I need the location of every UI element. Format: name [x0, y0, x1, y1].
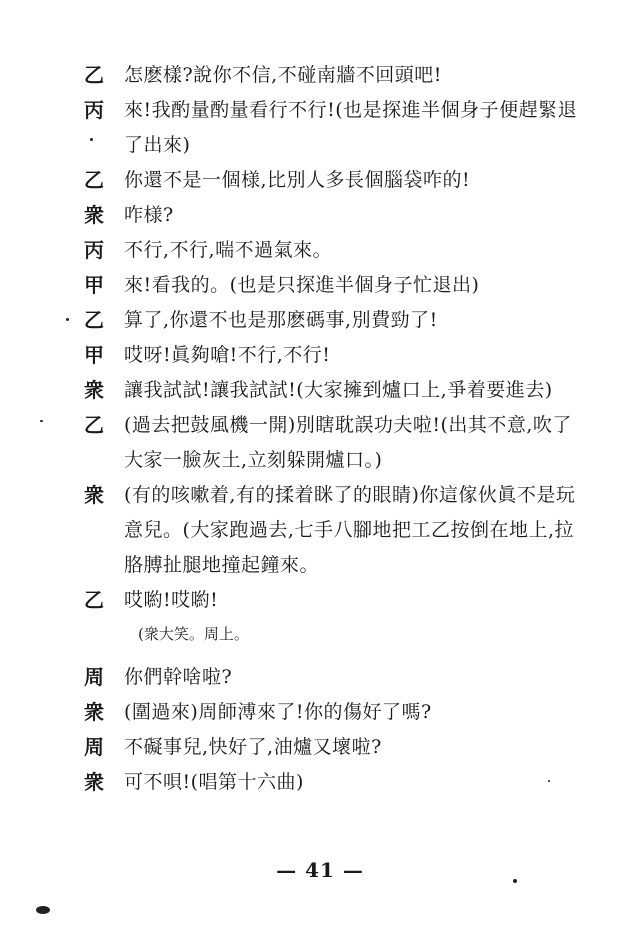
speaker-name: 周: [84, 735, 104, 759]
dialogue-line: [84, 233, 584, 268]
dialogue-line: [84, 765, 584, 800]
ink-speck: [513, 879, 517, 883]
dialogue-line: [84, 163, 584, 198]
ink-speck: [36, 906, 50, 914]
dialogue-line: [84, 695, 584, 730]
dialogue-line: [84, 408, 584, 478]
ink-speck: [548, 780, 550, 782]
dialogue-line: [84, 198, 584, 233]
speaker-name: 乙: [84, 413, 104, 437]
speaker-name: 丙: [84, 98, 104, 122]
dialogue-line: [84, 338, 584, 373]
speech-text: 咋様?: [124, 204, 174, 226]
speech-text: 不行,不行,喘不過氣來。: [124, 239, 333, 261]
speech-text: 不礙事兒,快好了,油爐又壞啦?: [124, 736, 382, 758]
speech-text: 讓我試試!讓我試試!(大家擁到爐口上,爭着要進去): [124, 379, 553, 401]
speaker-name: 衆: [84, 770, 104, 794]
dialogue-line: [84, 730, 584, 765]
speaker-name: 乙: [84, 308, 104, 332]
dialogue-line: [84, 268, 584, 303]
dialogue-line: [84, 660, 584, 695]
ink-speck: [90, 138, 93, 141]
speech-text: (圍過來)周師溥來了!你的傷好了嗎?: [124, 701, 432, 723]
speech-text: 你們幹啥啦?: [124, 666, 233, 688]
speaker-name: 乙: [84, 63, 104, 87]
dialogue-line: [84, 58, 584, 93]
speaker-name: 衆: [84, 378, 104, 402]
speech-text: 哎喲!哎喲!: [124, 589, 219, 611]
dialogue-line: [84, 303, 584, 338]
dialogue-line: [84, 583, 584, 618]
speaker-name: 乙: [84, 588, 104, 612]
speech-text: 可不唄!(唱第十六曲): [124, 771, 304, 793]
speaker-name: 乙: [84, 168, 104, 192]
speaker-name: 衆: [84, 700, 104, 724]
dialogue-line: [84, 93, 584, 163]
dialogue-line: [84, 478, 584, 583]
speaker-name: 甲: [84, 273, 104, 297]
dialogue-line: [84, 373, 584, 408]
stage-direction: (衆大笑。周上。: [138, 625, 249, 643]
speaker-name: 周: [84, 665, 104, 689]
speaker-name: 衆: [84, 203, 104, 227]
page-number: — 41 —: [276, 858, 364, 882]
speech-text: 算了,你還不也是那麽碼事,別費勁了!: [124, 309, 438, 331]
speech-text: 哎呀!眞夠嗆!不行,不行!: [124, 344, 331, 366]
speech-text: (有的咳嗽着,有的揉着眯了的眼睛)你這傢伙眞不是玩意兒。(大家跑過去,七手八腳地把工乙按倒在地上,拉胳膊扯腿地撞起鐘來。: [124, 484, 576, 576]
speech-text: 你還不是一個様,比別人多長個腦袋咋的!: [124, 169, 471, 191]
speaker-name: 丙: [84, 238, 104, 262]
speech-text: 來!看我的。(也是只探進半個身子忙退出): [124, 274, 480, 296]
ink-speck: [66, 318, 69, 321]
ink-speck: [40, 420, 43, 422]
speaker-name: 甲: [84, 343, 104, 367]
speech-text: 怎麽樣?說你不信,不碰南牆不回頭吧!: [124, 64, 442, 86]
speech-text: 來!我酌量酌量看行不行!(也是探進半個身子便趕緊退了出來): [124, 99, 578, 156]
dialogue-block: [84, 58, 584, 800]
speech-text: (過去把鼓風機一開)別瞎耽誤功夫啦!(出其不意,吹了大家一臉灰土,立刻躲開爐口。): [124, 414, 572, 471]
speaker-name: 衆: [84, 483, 104, 507]
